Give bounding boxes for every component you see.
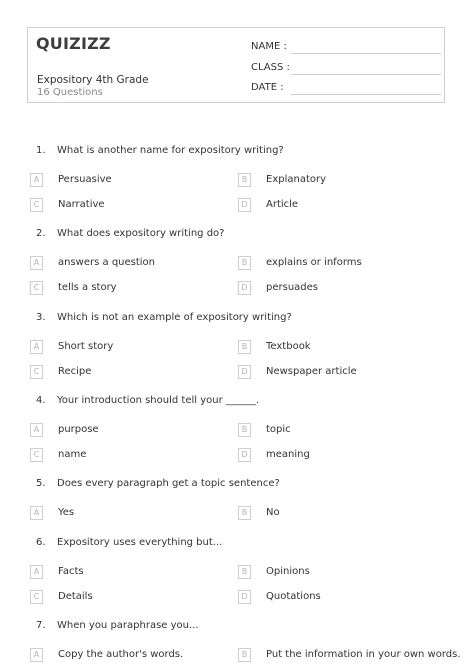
question-text: Your introduction should tell your ______. — [57, 395, 260, 406]
worksheet-title: Expository 4th Grade — [37, 74, 149, 86]
option-letter-box: D — [238, 448, 251, 462]
option-text: explains or informs — [266, 257, 362, 268]
class-field — [251, 62, 290, 73]
option-text: Details — [58, 591, 93, 602]
option-text: tells a story — [58, 282, 117, 293]
option-text: Recipe — [58, 366, 92, 377]
option-text: Textbook — [266, 341, 311, 352]
option-text: Yes — [58, 507, 75, 518]
question-text: Does every paragraph get a topic sentence? — [57, 478, 280, 489]
option-text: name — [58, 449, 87, 460]
option-letter-box: C — [30, 448, 43, 462]
option-letter-box: A — [30, 648, 43, 662]
question-count: 16 Questions — [37, 87, 103, 98]
question-text: Which is not an example of expository writing? — [57, 312, 292, 323]
question-3 — [36, 312, 292, 323]
question-text: What is another name for expository writing? — [57, 145, 284, 156]
option-letter-box: D — [238, 198, 251, 212]
option-text: topic — [266, 424, 291, 435]
option-text: Short story — [58, 341, 114, 352]
option-letter-box: B — [238, 506, 251, 520]
option-letter-box: C — [30, 590, 43, 604]
option-letter-box: B — [238, 173, 251, 187]
option-text: purpose — [58, 424, 99, 435]
question-text: When you paraphrase you... — [57, 620, 199, 631]
worksheet-header — [27, 27, 445, 103]
date-line — [291, 94, 441, 95]
option-text: answers a question — [58, 257, 156, 268]
date-label: DATE : — [251, 82, 284, 93]
option-letter-box: A — [30, 565, 43, 579]
question-number: 1. — [36, 145, 46, 156]
question-2 — [36, 228, 224, 239]
question-text: What does expository writing do? — [57, 228, 225, 239]
option-text: Article — [266, 199, 299, 210]
quizizz-logo: QUIZIZZ — [36, 34, 111, 53]
option-letter-box: A — [30, 340, 43, 354]
option-text: Opinions — [266, 566, 310, 577]
option-text: Narrative — [58, 199, 105, 210]
option-text: Explanatory — [266, 174, 327, 185]
option-letter-box: A — [30, 423, 43, 437]
option-letter-box: B — [238, 423, 251, 437]
question-number: 3. — [36, 312, 46, 323]
option-text: Facts — [58, 566, 84, 577]
option-text: Persuasive — [58, 174, 112, 185]
option-letter-box: A — [30, 506, 43, 520]
class-label: CLASS : — [251, 62, 290, 73]
option-letter-box: A — [30, 173, 43, 187]
question-number: 6. — [36, 537, 46, 548]
option-letter-box: D — [238, 590, 251, 604]
question-1 — [36, 145, 284, 156]
option-letter-box: C — [30, 281, 43, 295]
option-text: meaning — [266, 449, 310, 460]
option-letter-box: C — [30, 198, 43, 212]
option-text: Newspaper article — [266, 366, 357, 377]
name-line — [291, 53, 441, 54]
option-letter-box: A — [30, 256, 43, 270]
question-4 — [36, 395, 259, 406]
option-text: Copy the author's words. — [58, 649, 184, 660]
question-number: 2. — [36, 228, 46, 239]
name-field — [251, 41, 287, 52]
option-letter-box: B — [238, 565, 251, 579]
question-7 — [36, 620, 199, 631]
option-letter-box: D — [238, 365, 251, 379]
option-letter-box: D — [238, 281, 251, 295]
question-5 — [36, 478, 280, 489]
option-text: persuades — [266, 282, 318, 293]
option-letter-box: B — [238, 340, 251, 354]
question-number: 5. — [36, 478, 46, 489]
question-number: 4. — [36, 395, 46, 406]
option-letter-box: C — [30, 365, 43, 379]
option-letter-box: B — [238, 256, 251, 270]
question-text: Expository uses everything but... — [57, 537, 223, 548]
option-letter-box: B — [238, 648, 251, 662]
date-field — [251, 82, 284, 93]
option-text: Put the information in your own words. — [266, 649, 461, 660]
question-6 — [36, 537, 222, 548]
option-text: No — [266, 507, 280, 518]
question-number: 7. — [36, 620, 46, 631]
name-label: NAME : — [251, 41, 287, 52]
class-line — [291, 74, 441, 75]
option-text: Quotations — [266, 591, 321, 602]
